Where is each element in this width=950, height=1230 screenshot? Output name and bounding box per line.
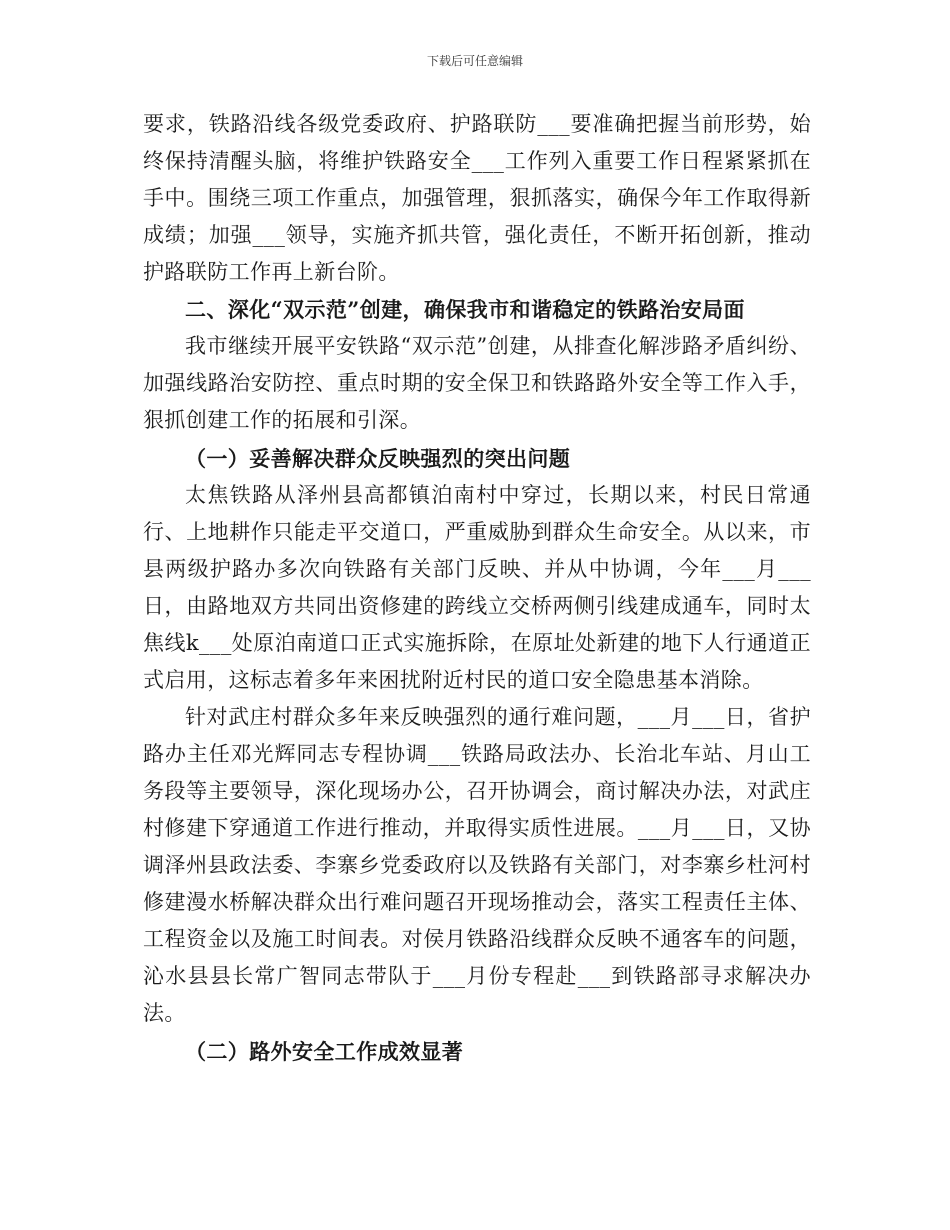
paragraph-wuzhuang-village: 针对武庄村群众多年来反映强烈的通行难问题，___月___日，省护路办主任邓光辉同志专程协调___铁路局政法办、长治北车站、月山工务段等主要领导，深化现场办公，召开协调会，商讨解决办法，对武庄村修建下穿通道工作进行推动，并取得实质性进展。___月___日，又协调泽州县政法委、李寨乡党委政府以及铁路有关部门，对李寨乡杜河村修建漫水桥解决群众出行难问题召开现场推动会，落实工程责任主体、工程资金以及施工时间表。对侯月铁路沿线群众反映不通客车的问题，沁水县县长常广智同志带队于___月份专程赴___到铁路部寻求解决办法。 xyxy=(143,705,811,1025)
paragraph-continuation: 要求，铁路沿线各级党委政府、护路联防___要准确把握当前形势，始终保持清醒头脑，将维护铁路安全___工作列入重要工作日程紧紧抓在手中。围绕三项工作重点，加强管理，狠抓落实，确保今年工作取得新成绩；加强___领导，实施齐抓共管，强化责任，不断开拓创新，推动护路联防工作再上新台阶。 xyxy=(143,112,811,284)
page-header: 下载后可任意编辑 xyxy=(426,54,523,68)
section-heading-2: 二、深化“双示范”创建，确保我市和谐稳定的铁路治安局面 xyxy=(185,297,745,322)
document-body xyxy=(143,106,811,1070)
paragraph-section-2-intro: 我市继续开展平安铁路“双示范”创建，从排查化解涉路矛盾纠纷、加强线路治安防控、重点时期的安全保卫和铁路路外安全等工作入手，狠抓创建工作的拓展和引深。 xyxy=(143,334,811,432)
paragraph-taijiao-railway: 太焦铁路从泽州县高都镇泊南村中穿过，长期以来，村民日常通行、上地耕作只能走平交道口，严重威胁到群众生命安全。从以来，市县两级护路办多次向铁路有关部门反映、并从中协调，今年___月___日，由路地双方共同出资修建的跨线立交桥两侧引线建成通车，同时太焦线k___处原泊南道口正式实施拆除，在原址处新建的地下人行通道正式启用，这标志着多年来困扰附近村民的道口安全隐患基本消除。 xyxy=(143,483,811,692)
subsection-heading-1: （一）妥善解决群众反映强烈的突出问题 xyxy=(185,446,571,471)
subsection-heading-2: （二）路外安全工作成效显著 xyxy=(185,1039,464,1064)
